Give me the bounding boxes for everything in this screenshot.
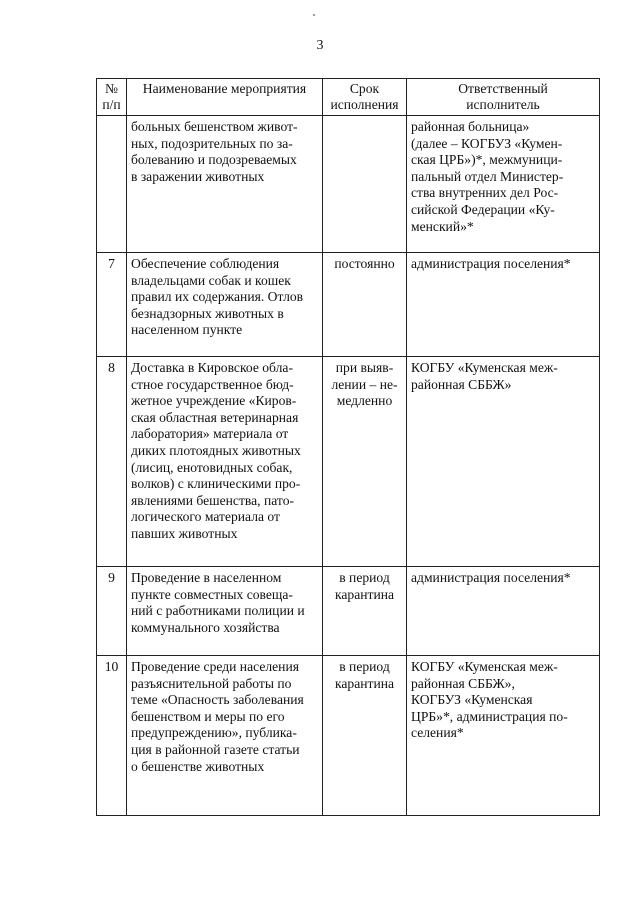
- row-num: 10: [97, 656, 127, 816]
- row-term: в период карантина: [323, 567, 407, 656]
- row-term: в период карантина: [323, 656, 407, 816]
- row-activity: Проведение среди населения разъяснительной работы по теме «Опасность заболевания бешенством и меры по его предупреждению», публика- ция в районной газете статьи о бешенстве животных: [127, 656, 323, 816]
- row-activity: Проведение в населенном пункте совместных совеща- ний с работниками полиции и коммунального хозяйства: [127, 567, 323, 656]
- row-num: 9: [97, 567, 127, 656]
- row-num: [97, 116, 127, 253]
- table-row: [97, 253, 600, 357]
- row-responsible: КОГБУ «Куменская меж- районная СББЖ», КОГБУЗ «Куменская ЦРБ»*, администрация по- селения*: [407, 656, 600, 816]
- table-header-row: [97, 79, 600, 116]
- header-responsible: Ответственный исполнитель: [407, 79, 600, 116]
- row-term: постоянно: [323, 253, 407, 357]
- row-num: 8: [97, 357, 127, 567]
- measures-table: [96, 78, 600, 816]
- scan-speck: [313, 14, 315, 16]
- header-term: Срок исполнения: [323, 79, 407, 116]
- row-responsible: администрация поселения*: [407, 567, 600, 656]
- table-row: [97, 656, 600, 816]
- row-responsible: администрация поселения*: [407, 253, 600, 357]
- row-activity: Обеспечение соблюдения владельцами собак и кошек правил их содержания. Отлов безнадзорных животных в населенном пункте: [127, 253, 323, 357]
- row-num: 7: [97, 253, 127, 357]
- row-activity: больных бешенством живот- ных, подозрительных по за- болеванию и подозреваемых в заражении животных: [127, 116, 323, 253]
- row-responsible: КОГБУ «Куменская меж- районная СББЖ»: [407, 357, 600, 567]
- header-activity: Наименование мероприятия: [127, 79, 323, 116]
- row-activity: Доставка в Кировское обла- стное государственное бюд- жетное учреждение «Киров- ская областная ветеринарная лаборатория» материала от диких плотоядных животных (лисиц, енотовидных собак, волков) с клиническими про- явлениями бешенства, пато- логического материала от павших животных: [127, 357, 323, 567]
- table-row: [97, 357, 600, 567]
- table-row: [97, 567, 600, 656]
- row-term: при выяв- лении – не- медленно: [323, 357, 407, 567]
- table-row: [97, 116, 600, 253]
- header-num: № п/п: [97, 79, 127, 116]
- page-number: 3: [316, 38, 324, 53]
- row-term: [323, 116, 407, 253]
- row-responsible: районная больница» (далее – КОГБУЗ «Кумен- ская ЦРБ»)*, межмуници- пальный отдел Министер- ства внутренних дел Рос- сийской Федерации «Ку- менский»*: [407, 116, 600, 253]
